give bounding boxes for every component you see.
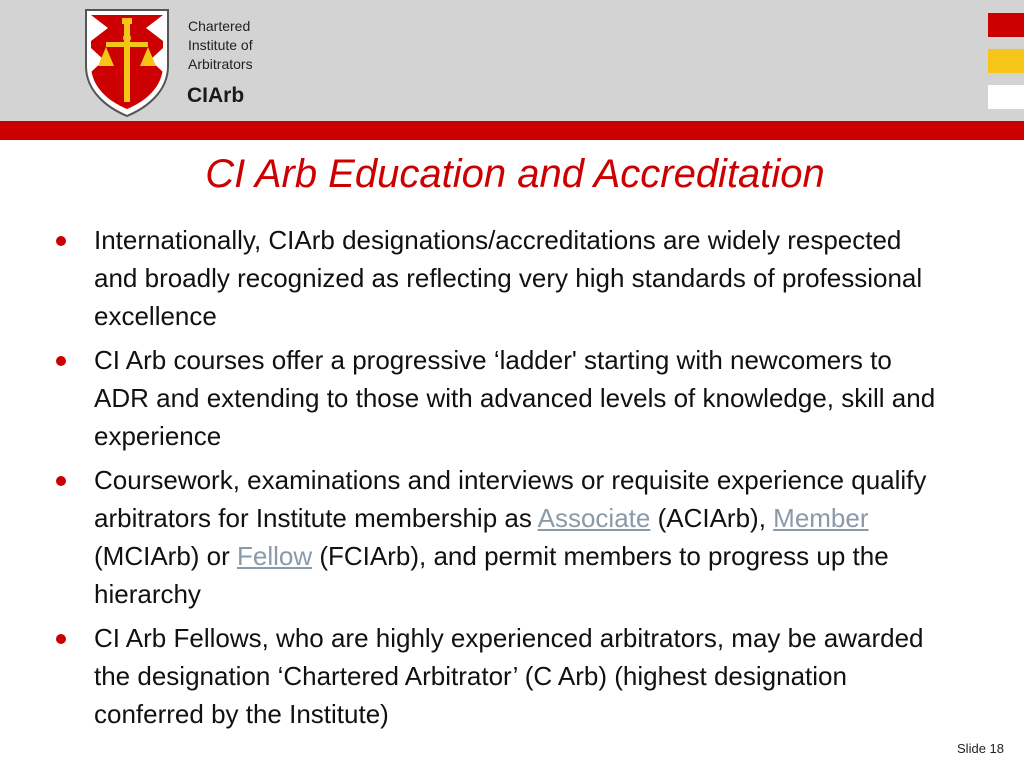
org-abbreviation: CIArb [187,84,245,107]
bullet-text-part: (MCIArb) or [94,541,237,571]
color-swatch-white [988,85,1024,109]
org-name-line-3: Arbitrators [188,56,253,72]
slide-title: CI Arb Education and Accreditation [205,152,825,196]
bullet-text: CI Arb Fellows, who are highly experienced arbitrators, may be awarded the designation ‘Chartered Arbitrator’ (C Arb) (highest designation conferred by the Institute) [94,623,924,729]
bullet-item [56,341,936,455]
bullet-text-part: (ACIArb), [650,503,774,533]
slide-number: Slide 18 [957,741,1004,756]
bullet-dot-icon [56,634,66,644]
header-divider [0,121,1024,140]
org-name [188,17,253,74]
bullet-text-part: (FCIArb), and permit members to progress up the hierarchy [94,541,889,609]
bullet-dot-icon [56,356,66,366]
bullet-text: Internationally, CIArb designations/accreditations are widely respected and broadly recognized as reflecting very high standards of professional excellence [94,225,923,331]
header-bar [0,0,1024,121]
bullet-dot-icon [56,476,66,486]
org-name-line-2: Institute of [188,37,253,53]
bullet-item [56,619,936,733]
org-name-line-1: Chartered [188,18,251,34]
bullet-dot-icon [56,236,66,246]
associate-link[interactable]: Associate [537,503,651,533]
color-swatch-red [988,13,1024,37]
bullet-list [56,221,936,739]
bullet-item [56,461,936,613]
bullet-text: CI Arb courses offer a progressive ‘ladder' starting with newcomers to ADR and extending to those with advanced levels of knowledge, skill and experience [94,345,936,451]
bullet-item [56,221,936,335]
member-link[interactable]: Member [773,503,869,533]
color-swatch-yellow [988,49,1024,73]
bullet-text-part: Coursework, examinations and interviews or requisite experience qualify arbitrators for Institute membership as [94,465,927,533]
fellow-link[interactable]: Fellow [237,541,313,571]
shield-crest-icon [84,8,170,118]
